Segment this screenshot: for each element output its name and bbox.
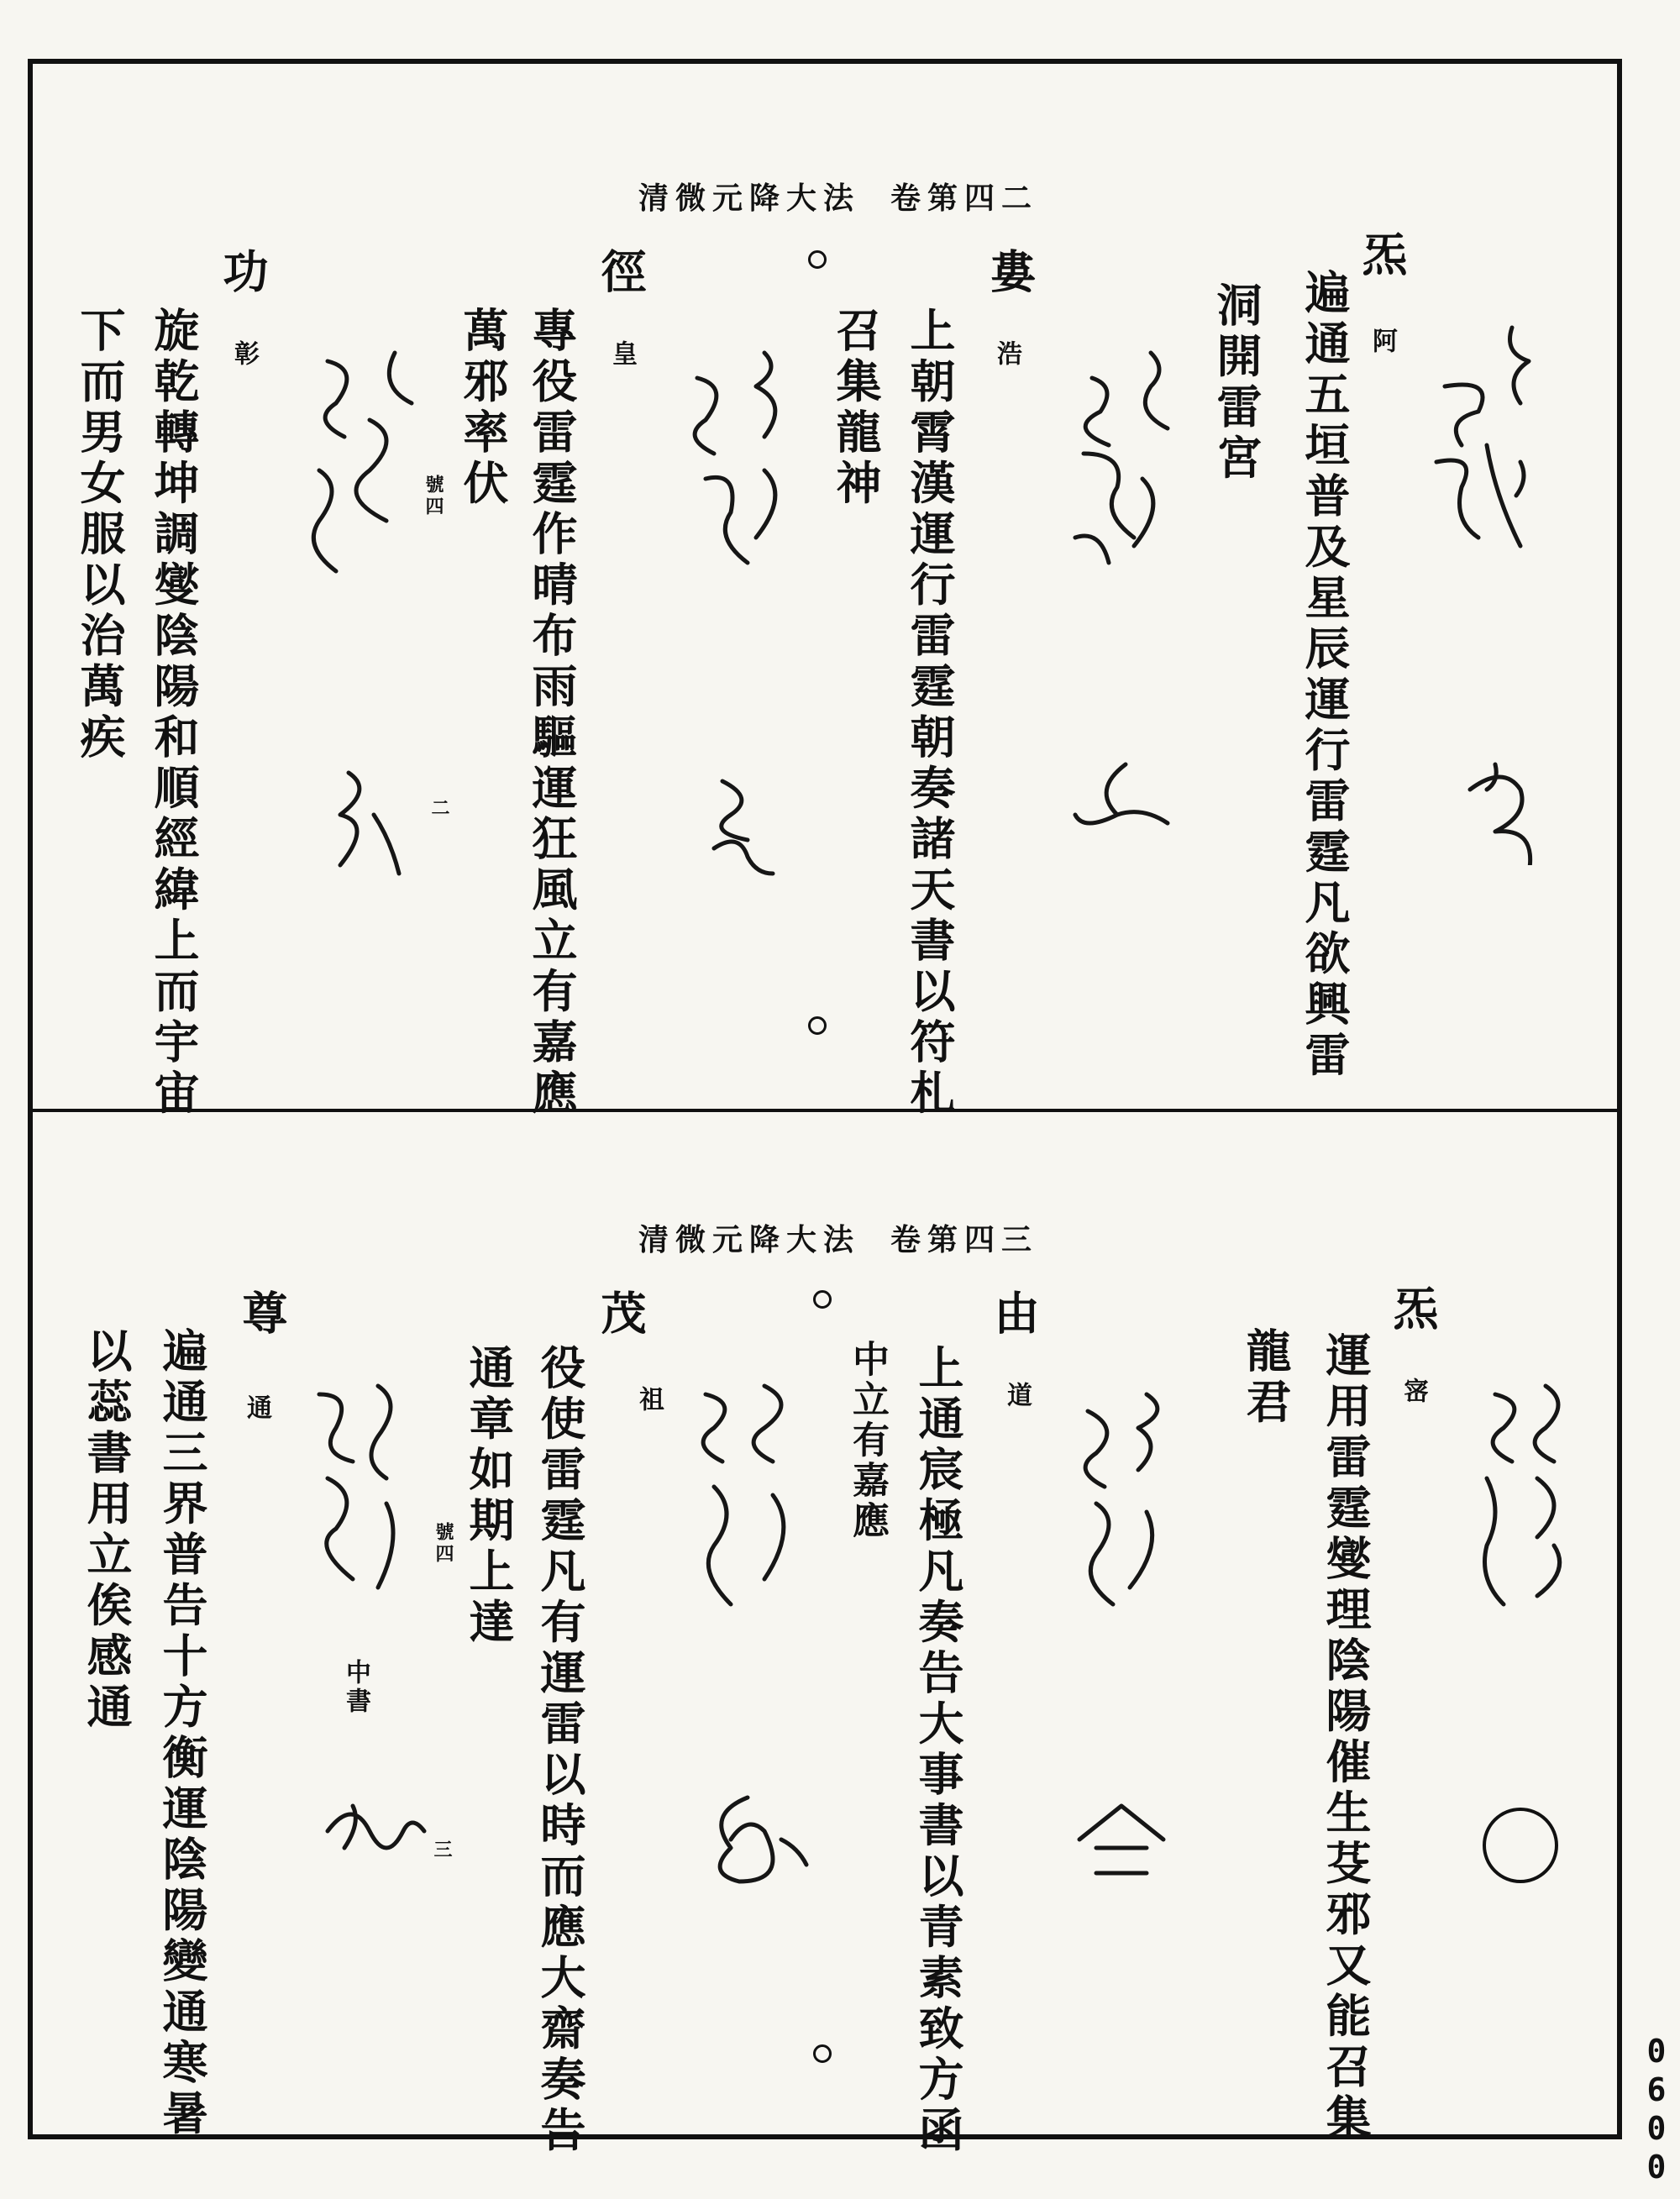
bottom-col7-title: 尊 [235,1289,289,1338]
top-col5-title: 徑 [594,248,648,297]
talisman-glyph [319,1789,428,1873]
talisman-glyph [302,1378,428,1630]
bottom-col5-subtitle: 祖 [634,1386,664,1420]
top-col5-subtitle: 皇 [607,340,637,374]
talisman-glyph [680,1378,815,1621]
bottom-header-title: 清微元降大法 [638,1222,861,1257]
talisman-glyph [1462,756,1537,865]
top-col1-subtitle: 阿 [1368,328,1397,361]
bottom-col5-title: 茂 [594,1289,648,1338]
bottom-col5-note: 號四 [433,1522,454,1566]
talisman-glyph [697,1789,815,1890]
bottom-col4-text: 中立有嘉應 [846,1340,889,1541]
top-circle-mark [808,1016,827,1035]
bottom-col2-text: 龍君 [1239,1327,1293,1429]
panel-divider [28,1109,1622,1112]
page-frame [28,59,1622,2139]
top-col5-note: 號四 [423,475,444,518]
talisman-glyph [1063,1798,1180,1881]
bottom-circle-mark [813,2044,832,2063]
talisman-glyph [298,764,407,882]
talisman-glyph [697,773,781,882]
bottom-header-volume: 卷第四三 [890,1222,1039,1257]
bottom-col6-text: 通章如期上達 [462,1344,516,1649]
top-col6-text: 萬邪率伏 [456,307,510,510]
top-header-volume: 卷第四二 [890,181,1039,216]
top-col1-text: 遍通五垣普及星辰運行雷霆凡欲興雷 [1298,269,1352,1082]
bottom-mark-three: 三 [431,1839,453,1861]
bottom-col8-text: 以蕊書用立俟感通 [80,1327,134,1734]
top-col3-title: 婁 [983,248,1037,297]
large-circle-symbol [1483,1808,1558,1883]
talisman-glyph [1063,1386,1189,1621]
talisman-glyph [672,344,806,580]
bottom-col3-subtitle: 道 [1002,1382,1032,1415]
bottom-col1-text: 運用雷霆燮理陰陽催生芟邪又能召集 [1319,1331,1373,2144]
top-col7-title: 功 [216,248,270,297]
top-col7-text: 旋乾轉坤調燮陰陽和順經緯上而宇宙 [147,307,201,1120]
bottom-col3-title: 由 [987,1289,1041,1338]
bottom-col5-text: 役使雷霆凡有運雷以時而應大齋奏告 [533,1344,587,2157]
talisman-glyph [1462,1378,1588,1630]
bottom-col1-subtitle: 宻 [1399,1378,1428,1411]
talisman-glyph [294,344,428,588]
bottom-col1-title: 炁 [1386,1285,1440,1334]
top-col7-subtitle: 彰 [229,340,259,374]
top-header-title: 清微元降大法 [638,181,861,216]
top-col5-text: 專役雷霆作晴布雨驅運狂風立有嘉應 [525,307,579,1120]
top-col3-text: 上朝霄漢運行雷霆朝奏諸天書以符札 [903,307,957,1120]
bottom-col3-text: 上通宸極凡奏告大事書以青素致方函 [911,1344,965,2157]
bottom-header [638,1216,1068,1259]
bottom-col7-subtitle: 通 [242,1394,271,1428]
top-mark-two: 二 [428,798,450,820]
top-col2-text: 洞開雷宮 [1210,281,1263,485]
top-circle-mark [808,250,827,269]
top-col3-subtitle: 浩 [992,340,1021,374]
top-col4-text: 召集龍神 [829,307,883,510]
talisman-glyph [1058,344,1193,588]
bottom-circle-mark [813,1290,832,1309]
talisman-glyph [1420,319,1554,571]
top-header [638,175,1068,218]
talisman-glyph [1067,756,1176,857]
bottom-col7-text: 遍通三界普告十方衡運陰陽變通寒暑 [155,1327,209,2140]
top-col8-text: 下而男女服以治萬疾 [73,307,127,764]
bottom-note-center: 中書 [341,1659,370,1716]
top-col1-title: 炁 [1355,231,1409,280]
page-number: 0600 [1638,2033,1675,2187]
